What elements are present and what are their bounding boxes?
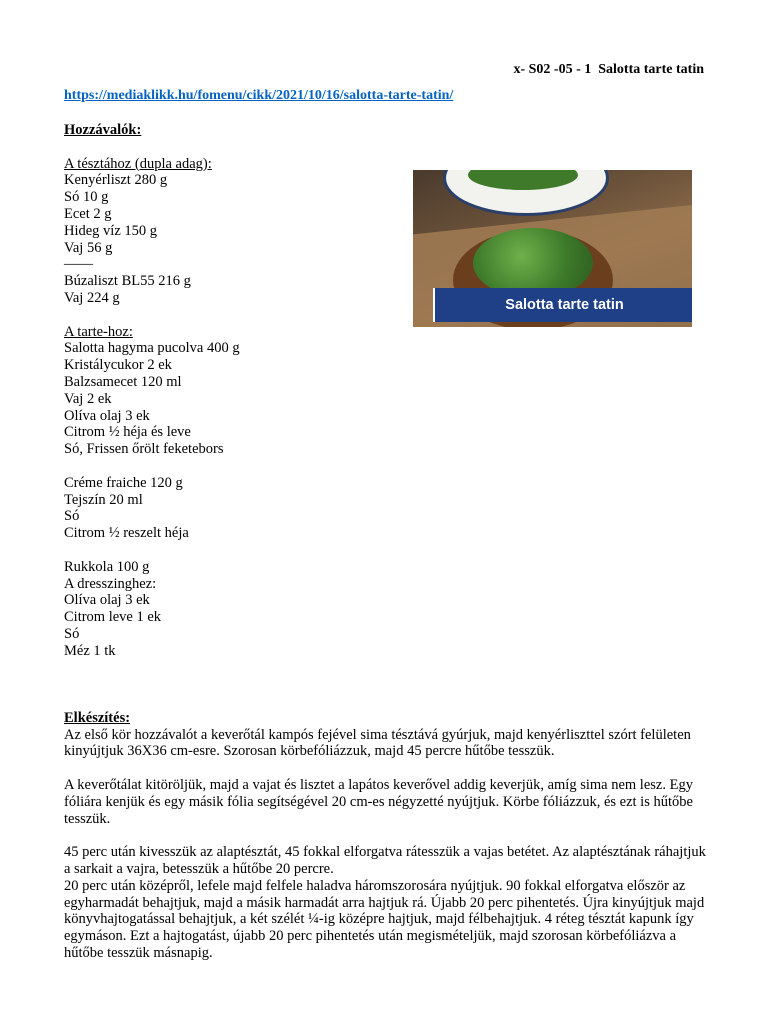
ingredients-heading: Hozzávalók: [64, 122, 142, 138]
ingredient-item: Citrom ½ reszelt héja [64, 525, 189, 542]
ingredient-item: Rukkola 100 g [64, 558, 150, 575]
ingredient-item: Kenyérliszt 280 g [64, 172, 168, 189]
ingredient-item: Só, Frissen őrölt feketebors [64, 441, 224, 458]
ingredient-item: Créme fraiche 120 g [64, 474, 183, 491]
ingredient-item: Ecet 2 g [64, 205, 112, 222]
ingredient-item: Hideg víz 150 g [64, 222, 158, 239]
method-paragraph: A keverőtálat kitöröljük, majd a vajat és lisztet a lapátos keverővel addig keverjük, amíg sima nem lesz. Egy fóliára kenjük és egy másik fólia segítségével 20 cm-es négyzetté nyújtjuk. Körbe fóliázzuk, és ezt is hűtőbe tesszük. [64, 777, 693, 827]
source-link[interactable]: https://mediaklikk.hu/fomenu/cikk/2021/10/16/salotta-tarte-tatin/ [64, 88, 454, 103]
ingredient-item: Só 10 g [64, 189, 109, 206]
ingredient-item: Olíva olaj 3 ek [64, 407, 150, 424]
ingredient-item: Tejszín 20 ml [64, 491, 143, 508]
ingredient-item: Olíva olaj 3 ek [64, 592, 150, 609]
tarte-heading: A tarte-hoz: [64, 323, 133, 340]
photo-banner: Salotta tarte tatin [433, 288, 692, 322]
recipe-body [64, 122, 709, 962]
ingredient-item: Salotta hagyma pucolva 400 g [64, 340, 240, 357]
ingredient-item: Vaj 224 g [64, 289, 120, 306]
dough-heading: A tésztához (dupla adag): [64, 155, 212, 172]
ingredient-item: Kristálycukor 2 ek [64, 357, 172, 374]
ingredient-item: Citrom ½ héja és leve [64, 424, 191, 441]
method-paragraph: 45 perc után kivesszük az alaptésztát, 45 fokkal elforgatva rátesszük a vajas betétet. Az alaptésztának ráhajtjuk a sarkait a vajra, betesszük a hűtőbe 20 percre. [64, 844, 706, 878]
ingredient-item: Vaj 56 g [64, 239, 113, 256]
method-paragraph: 20 perc után középről, lefele majd felfele haladva háromszorosára nyújtjuk. 90 fokkal elforgatva először az egyharmadát behajtjuk, majd a másik harmadát arra hajtjuk rá. Újabb 20 perc pihentetés. Újra kinyújtjuk majd könyvhajtogatással behajtjuk, a két szélét ¼-ig középre hajtjuk, majd félbehajtjuk. 4 réteg tésztát kapunk így egymáson. Ezt a hajtogatást, újabb 20 perc pihentetés után megismételjük, majd szorosan körbefóliázva a hűtőbe tesszük másnapig. [64, 877, 705, 962]
ingredient-item: Citrom leve 1 ek [64, 609, 162, 626]
ingredient-item: Balzsamecet 120 ml [64, 373, 182, 390]
method-heading: Elkészítés: [64, 709, 131, 726]
ingredient-item: Méz 1 tk [64, 642, 116, 659]
separator-dash: —— [64, 256, 93, 273]
ingredient-item: Só [64, 625, 80, 642]
method-paragraph: Az első kör hozzávalót a keverőtál kampós fejével sima tésztává gyúrjuk, majd kenyérliszttel szórt felületen kinyújtjuk 36X36 cm-esre. Szorosan körbefóliázzuk, majd 45 percre hűtőbe tesszük. [64, 726, 691, 760]
ingredient-item: Só [64, 508, 80, 525]
ingredient-item: Vaj 2 ek [64, 390, 112, 407]
ingredient-item: Búzaliszt BL55 216 g [64, 273, 191, 290]
recipe-code-title: x- S02 -05 - 1 Salotta tarte tatin [513, 62, 704, 77]
ingredient-item: A dresszinghez: [64, 575, 157, 592]
